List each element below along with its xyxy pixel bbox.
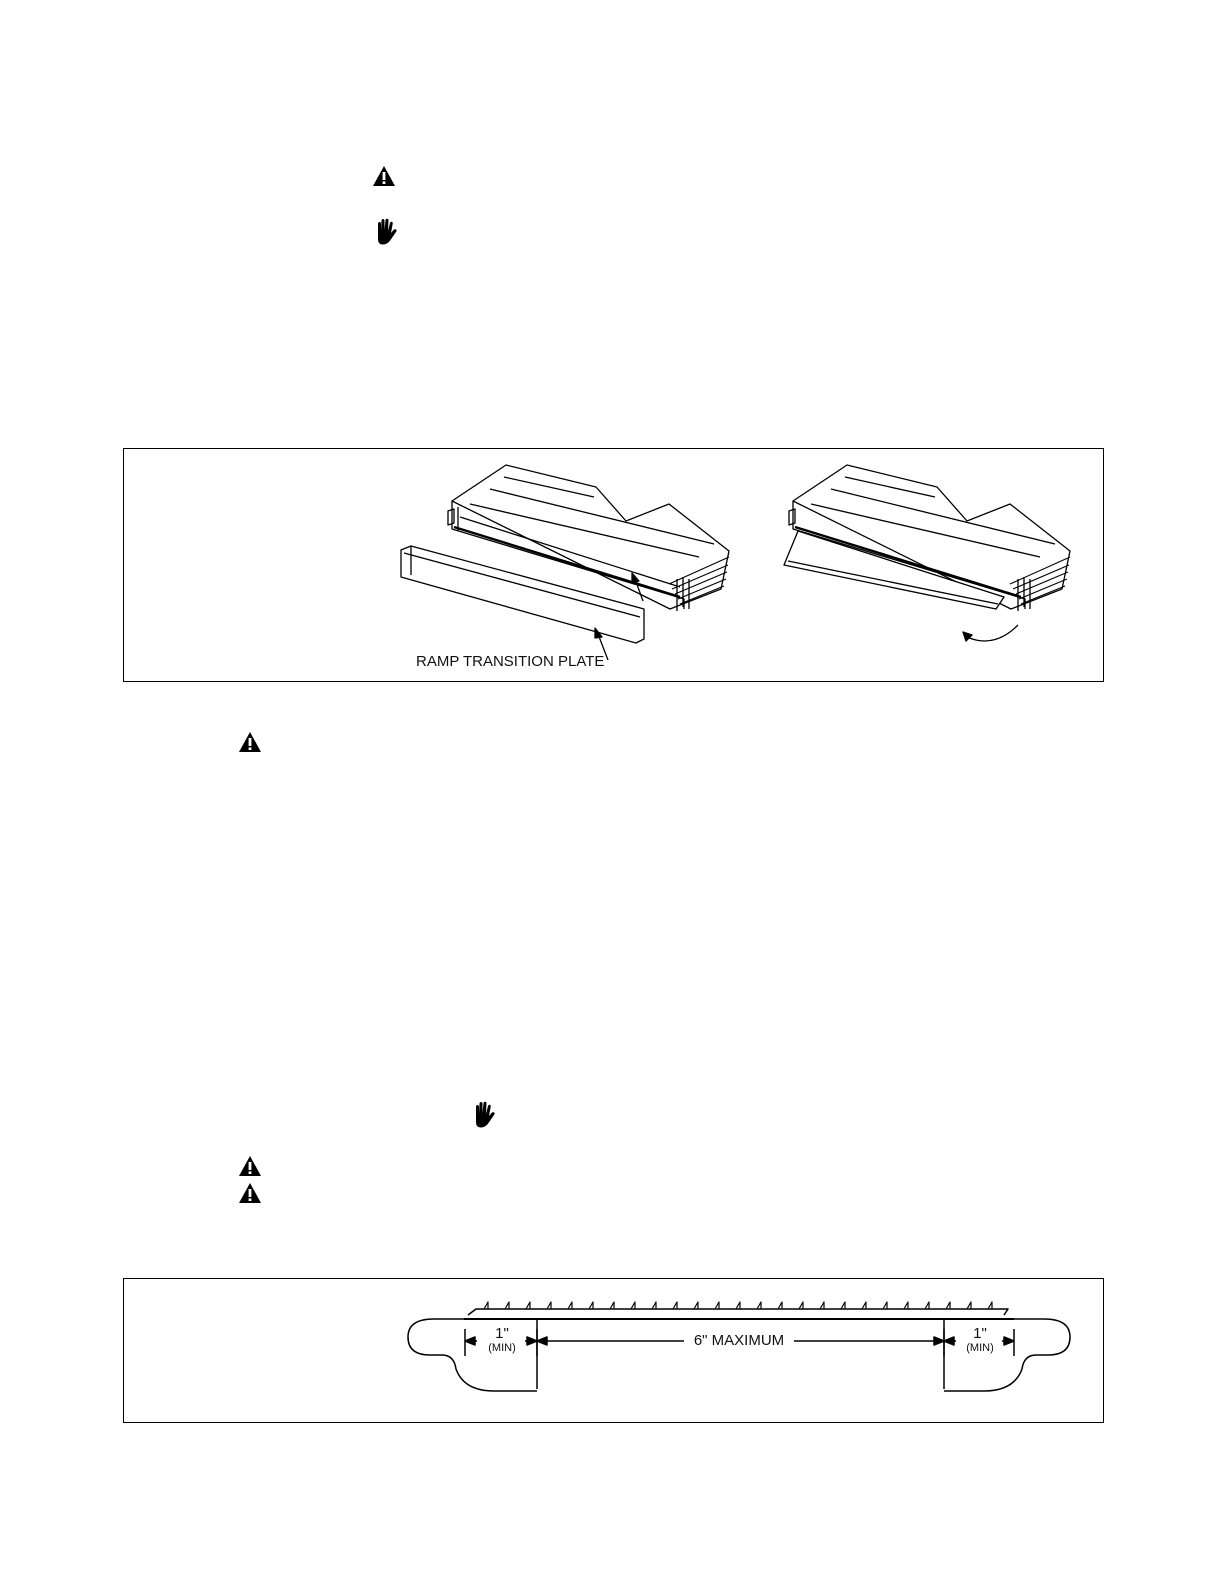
plate-tooth <box>652 1302 656 1309</box>
stop-hand-icon <box>470 1101 496 1129</box>
plate-tooth <box>799 1302 803 1309</box>
plate-tooth <box>526 1302 530 1309</box>
ramp-transition-plate-illustration <box>124 449 1103 681</box>
plate-tooth <box>736 1302 740 1309</box>
right-dimension-label: 1" <box>973 1325 987 1342</box>
plate-tooth <box>694 1302 698 1309</box>
plate-tooth <box>778 1302 782 1309</box>
plate-tooth <box>673 1302 677 1309</box>
plate-tooth <box>505 1302 509 1309</box>
plate-tooth <box>589 1302 593 1309</box>
plate-tooth <box>841 1302 845 1309</box>
plate-tooth <box>904 1302 908 1309</box>
plate-tooth <box>883 1302 887 1309</box>
plate-tooth <box>820 1302 824 1309</box>
left-dimension-sublabel: (MIN) <box>488 1342 516 1354</box>
ramp-transition-plate-label: RAMP TRANSITION PLATE <box>416 653 605 670</box>
plate-tooth <box>988 1302 992 1309</box>
plate-tooth <box>610 1302 614 1309</box>
stop-hand-icon <box>372 218 398 246</box>
warning-triangle-icon <box>238 1182 262 1204</box>
figure-ramp-transition-plate <box>123 448 1104 682</box>
plate-tooth <box>967 1302 971 1309</box>
warning-triangle-icon <box>238 1155 262 1177</box>
plate-tooth <box>715 1302 719 1309</box>
plate-tooth <box>631 1302 635 1309</box>
plate-tooth <box>484 1302 488 1309</box>
plate-tooth <box>925 1302 929 1309</box>
warning-triangle-icon <box>372 165 396 187</box>
plate-tooth <box>862 1302 866 1309</box>
figure-clearance-dimensions <box>123 1278 1104 1423</box>
plate-tooth <box>547 1302 551 1309</box>
warning-triangle-icon <box>238 731 262 753</box>
right-dimension-sublabel: (MIN) <box>966 1342 994 1354</box>
plate-tooth <box>946 1302 950 1309</box>
left-dimension-label: 1" <box>495 1325 509 1342</box>
plate-tooth <box>757 1302 761 1309</box>
plate-tooth <box>568 1302 572 1309</box>
center-dimension-label: 6" MAXIMUM <box>693 1332 785 1349</box>
